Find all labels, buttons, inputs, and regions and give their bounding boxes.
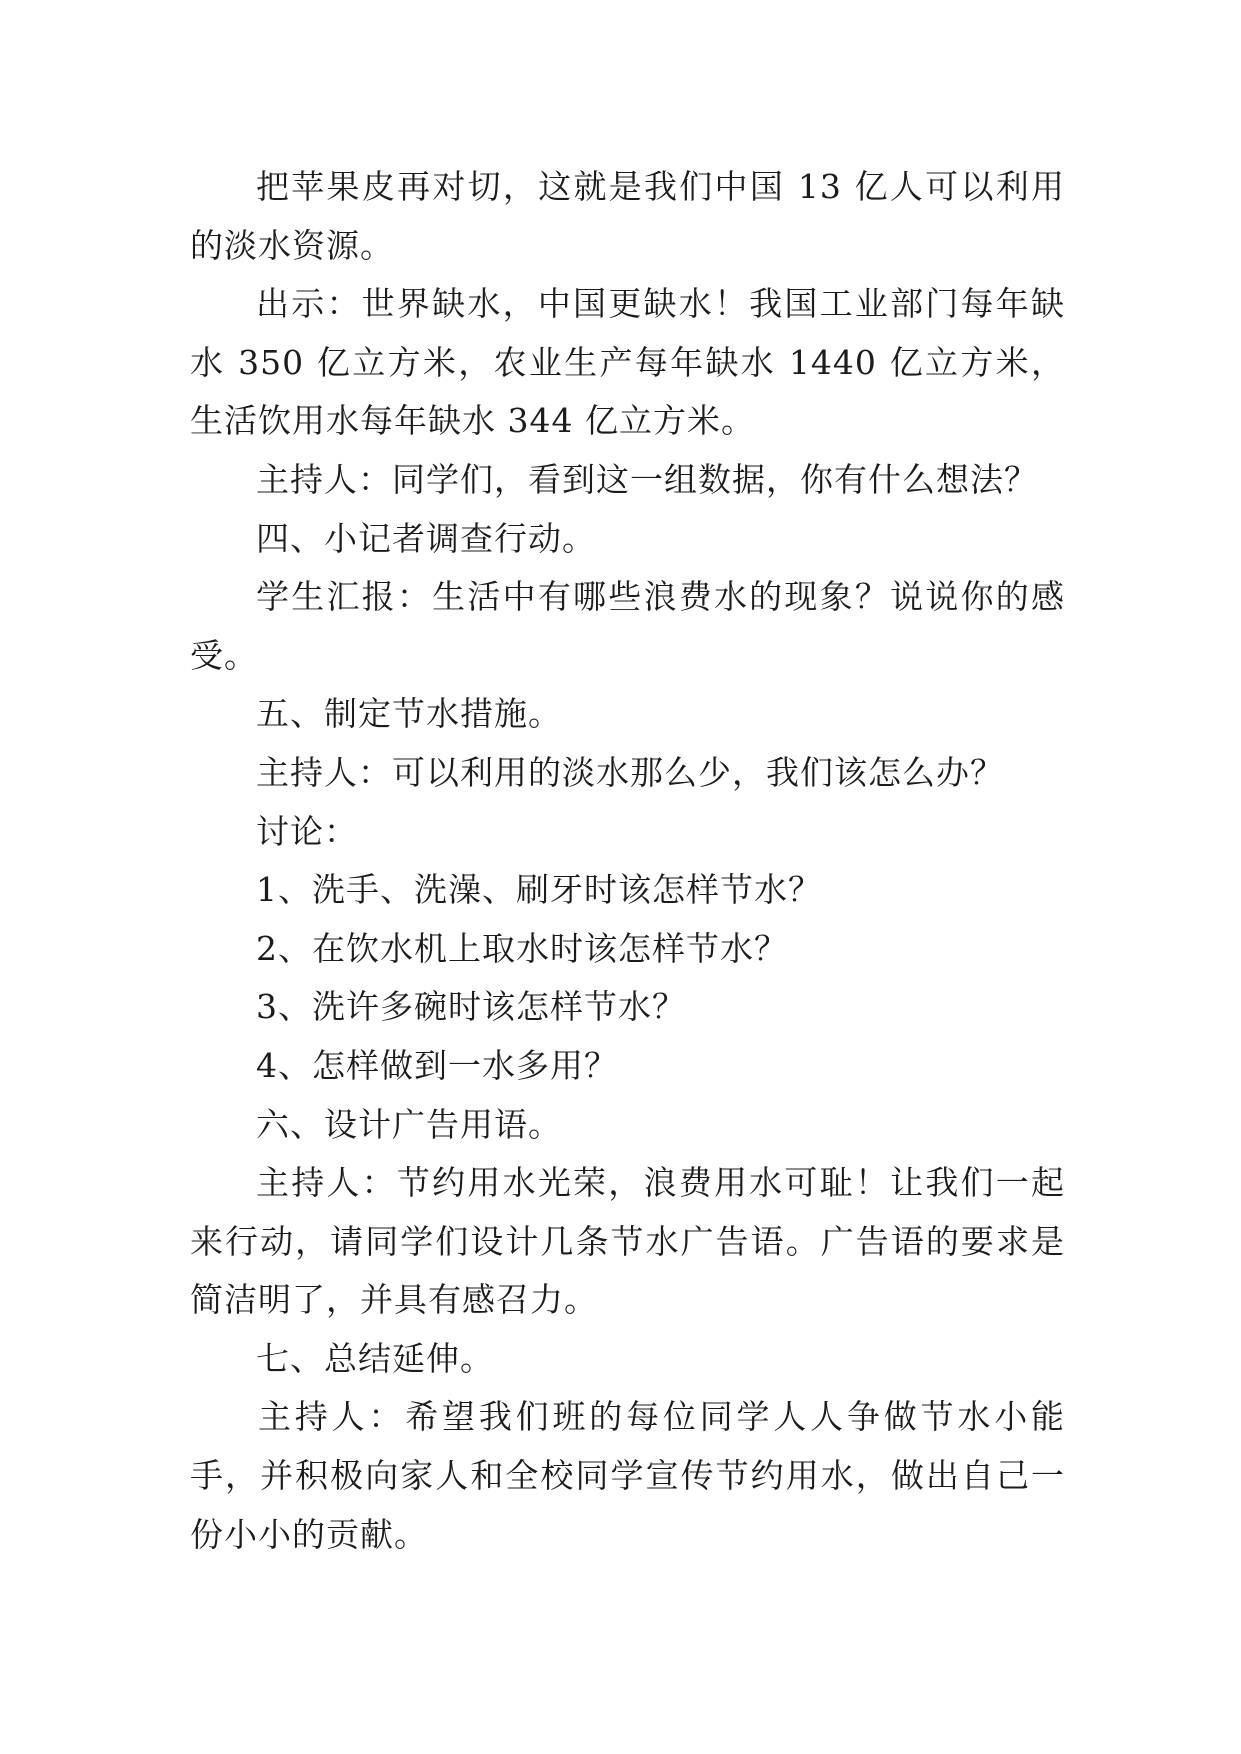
paragraph-apple-peel: 把苹果皮再对切，这就是我们中国 13 亿人可以利用的淡水资源。 xyxy=(190,167,1065,265)
paragraph-host-question: 主持人：同学们，看到这一组数据，你有什么想法？ xyxy=(256,459,1038,499)
document-body xyxy=(190,158,1065,1564)
section-heading-four: 四、小记者调查行动。 xyxy=(256,518,596,558)
list-item-discussion-3: 3、洗许多碗时该怎样节水？ xyxy=(256,987,686,1027)
section-heading-five: 五、制定节水措施。 xyxy=(256,694,562,734)
paragraph-host-slogan: 主持人：节约用水光荣，浪费用水可耻！让我们一起来行动，请同学们设计几条节水广告语。广告语的要求是简洁明了，并具有感召力。 xyxy=(190,1163,1065,1320)
list-item-discussion-2: 2、在饮水机上取水时该怎样节水？ xyxy=(256,928,788,968)
list-item-discussion-4: 4、怎样做到一水多用？ xyxy=(256,1045,618,1085)
section-heading-six: 六、设计广告用语。 xyxy=(256,1104,562,1144)
paragraph-student-report: 学生汇报：生活中有哪些浪费水的现象？说说你的感受。 xyxy=(190,577,1065,675)
paragraph-host-closing: 主持人：希望我们班的每位同学人人争做节水小能手，并积极向家人和全校同学宣传节约用水，做出自己一份小小的贡献。 xyxy=(190,1397,1065,1554)
paragraph-discussion-label: 讨论： xyxy=(256,811,358,851)
section-heading-seven: 七、总结延伸。 xyxy=(256,1338,494,1378)
list-item-discussion-1: 1、洗手、洗澡、刷牙时该怎样节水？ xyxy=(256,870,822,910)
paragraph-water-shortage-data: 出示：世界缺水，中国更缺水！我国工业部门每年缺水 350 亿立方米，农业生产每年缺水 1440 亿立方米，生活饮用水每年缺水 344 亿立方米。 xyxy=(190,284,1065,441)
paragraph-host-what-to-do: 主持人：可以利用的淡水那么少，我们该怎么办？ xyxy=(256,752,1004,792)
